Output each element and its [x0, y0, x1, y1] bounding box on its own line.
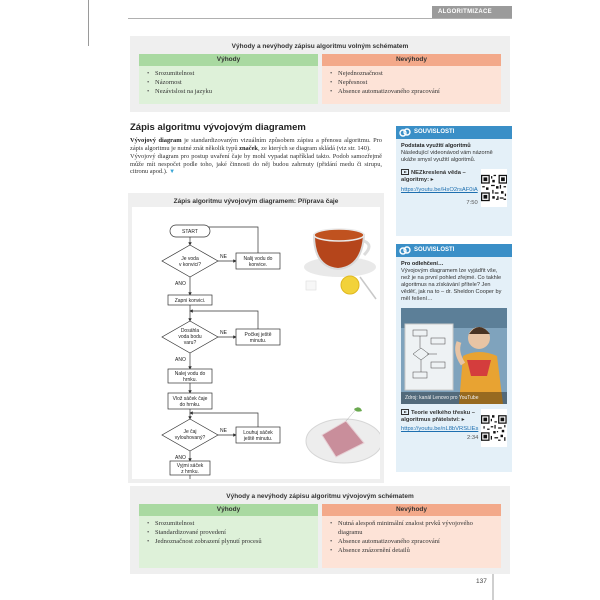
section-header: ALGORITMIZACE — [432, 6, 512, 18]
pros-item: • Standardizované provedení — [147, 528, 312, 537]
pros-item: • Názornost — [147, 78, 312, 87]
photo-caption: Zdroj: kanál Lenovo pro YouTube — [405, 395, 479, 401]
cons-header: Nevýhody — [322, 54, 501, 66]
flow-text: minutu. — [249, 338, 267, 344]
flow-text: Je čaj — [183, 429, 197, 435]
cons-item: • Absence automatizovaného zpracování — [330, 537, 495, 546]
tea-cup-illustration — [304, 229, 376, 299]
tea-bag-illustration — [306, 407, 380, 463]
sidebar-souvislosti-1 — [396, 126, 512, 236]
header-rule — [128, 18, 512, 19]
sidebar-header — [396, 244, 512, 257]
cons-item: • Nepřesnost — [330, 78, 495, 87]
flow-text: ještě minutu. — [243, 436, 273, 442]
cons-item: • Absence automatizovaného zpracování — [330, 87, 495, 96]
flow-text: Počkej ještě — [244, 332, 272, 338]
flowchart-svg — [132, 207, 380, 479]
video-duration: 7:50 — [466, 200, 478, 206]
flow-text: Vyjmi sáček — [176, 463, 204, 469]
sidebar-header — [396, 126, 512, 139]
cons-item: • Absence znázornění detailů — [330, 546, 495, 555]
flow-text: z hrnku. — [181, 469, 199, 475]
photo-illustration — [401, 308, 507, 404]
flow-text: Vlož sáček čaje — [172, 396, 208, 402]
flow-text: v konvici? — [179, 262, 201, 268]
video-title: NEZkreslená věda – algoritmy: — [401, 170, 466, 183]
sidebar-souvislosti-2 — [396, 244, 512, 472]
flow-text: do hrnku. — [179, 402, 201, 408]
flow-yes: ANO — [175, 281, 186, 287]
paragraph: Vývojový diagram je standardizovaným vizuálním způsobem zápisu a přenosu algoritmu. Pro zápis algoritmu je nutné znát několik typů značek, ze kterých se diagram skládá (viz str. 140). — [130, 137, 382, 152]
flow-text: Dosáhla — [180, 328, 200, 334]
pros-item: • Srozumitelnost — [147, 69, 312, 78]
sidebar-text: Následující videonávod vám názorně ukáže smysl využití algoritmů. — [401, 150, 493, 163]
video-link[interactable] — [401, 169, 507, 207]
term-bold: Vývojový diagram — [130, 137, 182, 144]
cons-column — [322, 54, 501, 104]
flow-text: Nalij vodu do — [243, 256, 273, 262]
figure-title: Zápis algoritmu vývojovým diagramem: Příprava čaje — [173, 198, 339, 205]
margin-rule — [88, 0, 89, 46]
video-icon — [401, 409, 409, 415]
body-text — [130, 137, 382, 177]
page-edge — [492, 574, 494, 600]
flow-start-label: START — [182, 229, 198, 235]
pros-column — [139, 504, 318, 568]
video-title: Teorie velkého třesku – algoritmus přátelství: — [401, 410, 476, 423]
flow-yes: ANO — [175, 357, 186, 363]
link-icon — [399, 127, 411, 138]
flow-no: NE — [220, 428, 227, 434]
arrow-icon: ▸ — [461, 417, 465, 423]
qr-code-icon[interactable] — [481, 169, 507, 207]
sidebar-label: Podstata využití algoritmů — [401, 143, 471, 149]
sheldon-photo — [401, 308, 507, 404]
flow-text: Je voda — [181, 256, 199, 262]
comparison-table-flowchart — [130, 486, 510, 574]
cons-header: Nevýhody — [322, 504, 501, 516]
flow-text: Nalej vodu do — [174, 371, 206, 377]
sidebar-label: Pro odlehčení… — [401, 261, 444, 267]
flowchart-figure — [128, 193, 384, 483]
flow-text: varu? — [183, 340, 197, 346]
flow-text: konvice. — [248, 262, 268, 268]
flow-no: NE — [220, 330, 227, 336]
flow-text: voda bodu — [178, 334, 202, 340]
section-title: Zápis algoritmu vývojovým diagramem — [130, 122, 306, 133]
comparison-title: Výhody a nevýhody zápisu algoritmu vývojovým schématem — [226, 493, 414, 500]
figure-canvas — [132, 207, 380, 479]
term-bold: značek — [239, 144, 258, 152]
cons-item: • Nutná alespoň minimální znalost prvků vývojového diagramu — [330, 519, 495, 537]
video-url[interactable]: https://youtu.be/nL8bVRSLlEs — [401, 426, 479, 432]
triangle-marker-icon: ▼ — [169, 169, 176, 176]
pros-column — [139, 54, 318, 104]
pros-item: • Srozumitelnost — [147, 519, 312, 528]
cons-column — [322, 504, 501, 568]
page-number: 137 — [476, 578, 487, 585]
flow-text: Louhuj sáček — [243, 430, 273, 436]
sidebar-header-label: SOUVISLOSTI — [414, 247, 455, 253]
sidebar-header-label: SOUVISLOSTI — [414, 129, 455, 135]
video-link[interactable] — [401, 409, 507, 447]
pros-item: • Nezávislost na jazyku — [147, 87, 312, 96]
link-icon — [399, 245, 411, 256]
pros-header: Výhody — [139, 504, 318, 516]
flow-text: Zapni konvici. — [174, 298, 206, 304]
paragraph: Vývojový diagram pro postup uvaření čaje by mohl vypadat například takto. Podob samozřejmě může mít nespočet podle toho, jaké činnosti do něj budou zahrnuty (přidání medu či sirupu, citronu apod.). ▼ — [130, 153, 382, 176]
pros-header: Výhody — [139, 54, 318, 66]
flow-no: NE — [220, 254, 227, 260]
arrow-icon: ▸ — [430, 177, 434, 183]
cons-item: • Nejednoznačnost — [330, 69, 495, 78]
qr-code-icon[interactable] — [481, 409, 507, 447]
video-url[interactable]: https://youtu.be/HsO2rsAF0iA — [401, 187, 478, 193]
sidebar-text: Vývojovým diagramem lze vyjádřit vše, než je na první pohled zřejmé. Co takhle algoritmus na získávání přítele? Jen věděť, jak na to – dr. Sheldon Cooper by měl řešení… — [401, 268, 502, 302]
comparison-title: Výhody a nevýhody zápisu algoritmu volným schématem — [231, 43, 409, 50]
video-icon — [401, 169, 409, 175]
flow-yes: ANO — [175, 455, 186, 461]
comparison-table-free-scheme — [130, 36, 510, 112]
flow-text: vylouhovaný? — [174, 435, 206, 441]
flow-text: hrnku. — [183, 377, 197, 383]
video-duration: 2:34 — [467, 435, 479, 441]
pros-item: • Jednoznačnost zobrazení plynutí procesů — [147, 537, 312, 546]
